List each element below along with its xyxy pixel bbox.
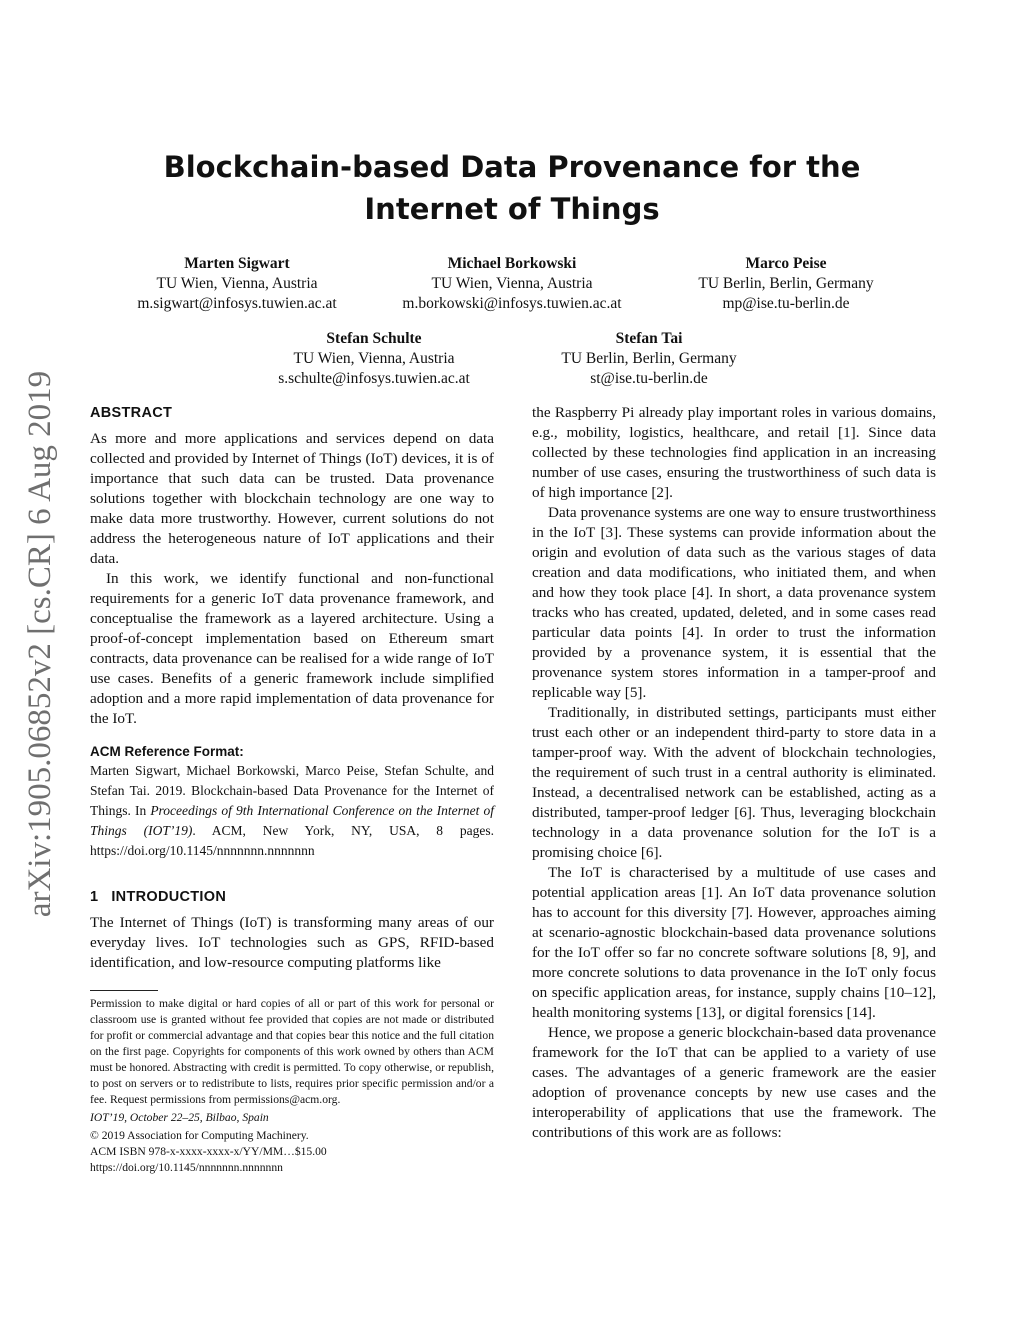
author-block [254,329,494,389]
acm-reference-publisher: . ACM, New York, NY, USA, 8 pages. https://doi.org/10.1145/nnnnnnn.nnnnnnn [90,823,494,858]
acm-reference-text [90,761,494,861]
author-email: mp@ise.tu-berlin.de [722,295,850,312]
author-email: st@ise.tu-berlin.de [590,370,708,387]
author-email: s.schulte@infosys.tuwien.ac.at [278,370,470,387]
author-email: m.sigwart@infosys.tuwien.ac.at [137,295,337,312]
body-paragraph: the Raspberry Pi already play important roles in various domains, e.g., mobility, logistics, healthcare, and retail [1]. Since data collected by these technologies find application in an increasing number of use cases, ensuring the trustworthiness of such data is of high importance [2]. [532,404,936,501]
body-paragraph: Traditionally, in distributed settings, participants must either trust each other or an independent third-party to store data in a tamper-proof way. With the advent of blockchain technologies, the requirement of such trust in a central authority is eliminated. Instead, a decentralised network can be established, acting as a distributed, tamper-proof ledger [6]. Thus, leveraging blockchain technology in a data provenance solution for the IoT is a promising choice [6]. [532,704,936,861]
conference-venue: IOT’19, October 22–25, Bilbao, Spain [90,1111,269,1124]
author-affiliation: TU Berlin, Berlin, Germany [561,350,737,367]
author-block [676,254,896,314]
permission-notice: Permission to make digital or hard copies of all or part of this work for personal or classroom use is granted without fee provided that copies are not made or distributed for profit or commercial advantage and that copies bear this notice and the full citation on the first page. Copyrights for components of this work owned by others than ACM must be honored. Abstracting with credit is permitted. To copy otherwise, or republish, to post on servers or to redistribute to lists, requires prior specific permission and/or a fee. Request permissions from permissions@acm.org. [90,997,494,1106]
acm-reference-heading: ACM Reference Format: [90,744,244,759]
copyright-footnote [90,996,494,1176]
abstract-heading: ABSTRACT [90,405,173,421]
isbn-line: ACM ISBN 978-x-xxxx-xxxx-x/YY/MM…$15.00 [90,1145,327,1158]
abstract-paragraph: As more and more applications and services depend on data collected and provided by Internet of Things (IoT) devices, it is of importance that such data can be trusted. Data provenance solutions together with blockchain technology are one way to make data more trustworthy. However, current solutions do not address the heterogeneous nature of IoT applications and their data. [90,430,494,567]
doi-line: https://doi.org/10.1145/nnnnnnn.nnnnnnn [90,1161,283,1174]
right-column [532,403,936,1143]
author-name: Marco Peise [745,255,827,272]
body-paragraph: The IoT is characterised by a multitude of use cases and potential application areas [1]. An IoT data provenance solution has to account for this diversity [7]. However, approaches aiming at scenario-agnostic blockchain-based data provenance solutions for the IoT offer so far no concrete software solutions [8, 9], and more concrete solutions to data provenance in the IoT only focus on specific application areas, for instance, supply chains [10–12], health monitoring systems [13], or digital forensics [14]. [532,864,936,1021]
author-email: m.borkowski@infosys.tuwien.ac.at [402,295,622,312]
paper-title [120,146,904,230]
title-line-2: Internet of Things [364,192,660,226]
abstract-paragraph: In this work, we identify functional and non-functional requirements for a generic IoT data provenance framework, and conceptualise the framework as a layered architecture. Using a proof-of-concept implementation based on Ethereum smart contracts, data provenance can be realised for a wide range of IoT use cases. Benefits of a generic framework include simplified adoption and a more rapid implementation of data provenance for the IoT. [90,570,494,727]
author-block [539,329,759,389]
body-paragraph: Data provenance systems are one way to ensure trustworthiness in the IoT [3]. These systems can provide information about the origin and evolution of data such as the various stages of data creation and data modifications, who initiated them, and when and how they took place [4]. In short, a data provenance system tracks who has created, updated, deleted, and in some cases read particular data points [4]. In order to trust the information provided by a provenance system, it is essential that the provenance system stores information in a tamper-proof and replicable way [5]. [532,504,936,701]
left-column [90,403,494,973]
author-affiliation: TU Wien, Vienna, Austria [293,350,455,367]
author-name: Michael Borkowski [447,255,577,272]
author-affiliation: TU Wien, Vienna, Austria [431,275,593,292]
arxiv-stamp: arXiv:1905.06852v2 [cs.CR] 6 Aug 2019 [22,370,58,918]
author-name: Stefan Tai [615,330,683,347]
author-affiliation: TU Berlin, Berlin, Germany [698,275,874,292]
acm-reference-proceedings: Proceedings of 9th International Conference on the Internet of Things (IOT’19) [90,803,494,838]
title-line-1: Blockchain-based Data Provenance for the [163,150,861,184]
intro-paragraph: The Internet of Things (IoT) is transforming many areas of our everyday lives. IoT technologies such as GPS, RFID-based identification, and low-resource computing platforms like [90,914,494,971]
body-paragraph: Hence, we propose a generic blockchain-based data provenance framework for the IoT that can be applied to a variety of use cases. The advantages of a generic framework are the easier adoption of provenance concepts by new use cases and the interoperability of applications that use the framework. The contributions of this work are as follows: [532,1024,936,1141]
footnote-rule [90,990,158,991]
author-name: Stefan Schulte [326,330,422,347]
author-affiliation: TU Wien, Vienna, Austria [156,275,318,292]
introduction-heading: 1 INTRODUCTION [90,889,227,905]
author-block [117,254,357,314]
author-name: Marten Sigwart [184,255,290,272]
acm-reference-authors: Marten Sigwart, Michael Borkowski, Marco Peise, Stefan Schulte, and Stefan Tai. 2019. Blockchain-based Data Provenance for the Internet of Things. In [90,763,494,818]
copyright-line: © 2019 Association for Computing Machinery. [90,1129,309,1142]
author-block [377,254,647,314]
